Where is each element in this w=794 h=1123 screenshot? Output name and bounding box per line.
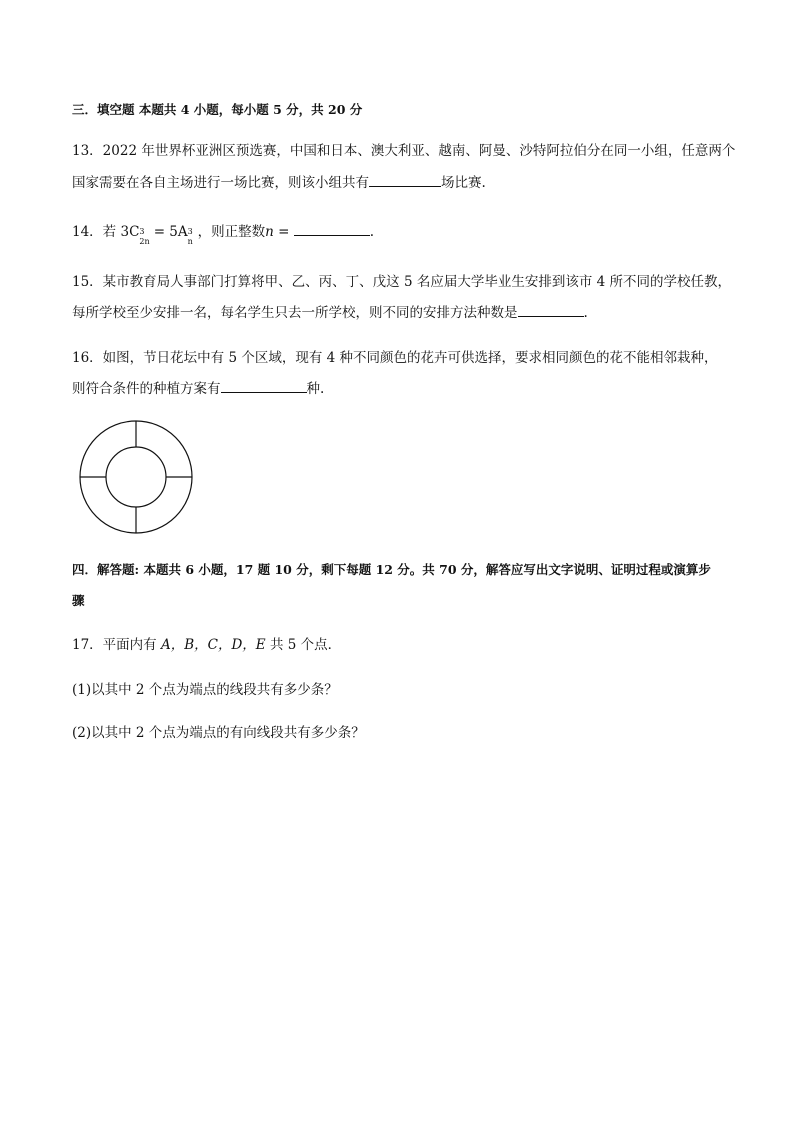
q14-variable: n <box>265 224 274 240</box>
section4-heading-line2: 骤 <box>72 593 85 608</box>
q14-c-sub: 2n <box>139 236 150 246</box>
q17-part1: (1)以其中 2 个点为端点的线段共有多少条？ <box>72 682 338 698</box>
q13-answer-blank <box>369 172 441 187</box>
q15-line1: 15．某市教育局人事部门打算将甲、乙、丙、丁、戊这 5 名应届大学毕业生安排到该市 4 所不同的学校任教， <box>72 274 732 290</box>
q13-text: 国家需要在各自主场进行一场比赛，则该小组共有 <box>72 175 369 191</box>
q14-line <box>72 221 732 246</box>
q17-part2: (2)以其中 2 个点为端点的有向线段共有多少条？ <box>72 725 365 741</box>
q13-line2 <box>72 172 732 193</box>
q16-line1: 16．如图，节日花坛中有 5 个区域，现有 4 种不同颜色的花卉可供选择，要求相同颜色的花不能相邻栽种， <box>72 350 718 366</box>
q14-answer-blank <box>294 221 370 236</box>
q16-answer-blank <box>221 378 307 393</box>
q15-text-end: . <box>583 305 588 321</box>
q17-points: A，B，C，D，E <box>160 637 266 653</box>
q15-text: 每所学校至少安排一名，每名学生只去一所学校，则不同的安排方法种数是 <box>72 305 518 321</box>
section3-heading: 三．填空题 本题共 4 小题，每小题 5 分，共 20 分 <box>72 102 363 117</box>
q17-stem <box>72 635 732 655</box>
q15-line2 <box>72 302 732 323</box>
q14-permutation-indices <box>187 226 198 246</box>
q16-text: 则符合条件的种植方案有 <box>72 381 221 397</box>
inner-circle <box>106 447 166 507</box>
q14-end: . <box>369 224 375 240</box>
q13-line1: 13．2022 年世界杯亚洲区预选赛，中国和日本、澳大利亚、越南、阿曼、沙特阿拉伯分在同一小组，任意两个 <box>72 143 736 159</box>
q14-mid: ，则正整数 <box>197 224 266 240</box>
q14-a-sub: n <box>187 236 193 246</box>
flower-bed-figure <box>78 418 198 538</box>
q17-stem-pre: 17．平面内有 <box>72 637 161 653</box>
q13-text-end: 场比赛. <box>441 175 486 191</box>
q15-answer-blank <box>518 302 584 317</box>
q16-line2 <box>72 378 732 399</box>
q14-combination-indices <box>139 226 150 246</box>
q14-c-sup: 3 <box>139 226 145 236</box>
q16-text-end: 种. <box>306 381 325 397</box>
q14-eq: = <box>273 224 294 240</box>
q14-prefix: 14．若 <box>72 224 121 240</box>
section4-heading-line1: 四．解答题: 本题共 6 小题，17 题 10 分，剩下每题 12 分。共 70 分，解答应写出文字说明、证明过程或演算步 <box>72 562 711 577</box>
q14-permutation: = 5A <box>149 224 188 240</box>
q14-a-sup: 3 <box>187 226 193 236</box>
q17-stem-post: 共 5 个点． <box>265 637 342 653</box>
q14-combination: 3C <box>120 224 140 240</box>
